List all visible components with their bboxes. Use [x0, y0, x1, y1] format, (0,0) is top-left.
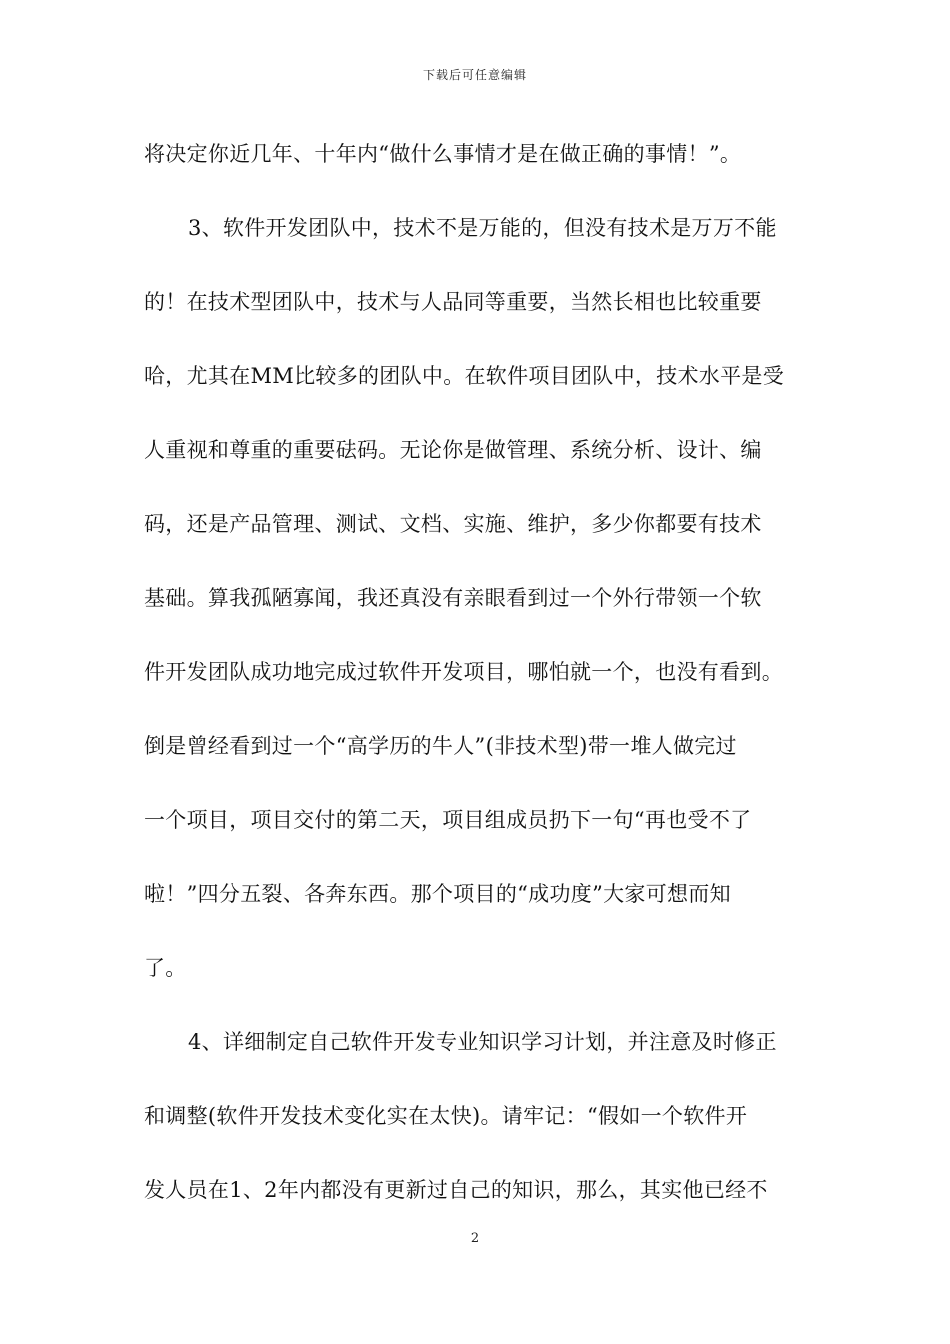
text-line: 一个项目，项目交付的第二天，项目组成员扔下一句“再也受不了: [144, 808, 752, 832]
text-line: 基础。算我孤陋寡闻，我还真没有亲眼看到过一个外行带领一个软: [144, 586, 762, 610]
page-number: 2: [470, 1231, 480, 1246]
text-line: 啦！”四分五裂、各奔东西。那个项目的“成功度”大家可想而知: [144, 882, 731, 906]
text-line: 发人员在1、2年内都没有更新过自己的知识，那么，其实他已经不: [144, 1178, 768, 1202]
text-line: 和调整(软件开发技术变化实在太快)。请牢记：“假如一个软件开: [144, 1104, 748, 1128]
text-line: 了。: [144, 956, 187, 980]
page-header: 下载后可任意编辑: [422, 68, 527, 82]
text-line: 3、软件开发团队中，技术不是万能的，但没有技术是万万不能: [188, 216, 777, 240]
text-line: 码，还是产品管理、测试、文档、实施、维护，多少你都要有技术: [144, 512, 762, 536]
text-line: 件开发团队成功地完成过软件开发项目，哪怕就一个，也没有看到。: [144, 660, 783, 684]
text-line: 哈，尤其在MM比较多的团队中。在软件项目团队中，技术水平是受: [144, 364, 785, 388]
text-line: 将决定你近几年、十年内“做什么事情才是在做正确的事情！”。: [144, 142, 742, 166]
text-line: 人重视和尊重的重要砝码。无论你是做管理、系统分析、设计、编: [144, 438, 762, 462]
text-line: 的！在技术型团队中，技术与人品同等重要，当然长相也比较重要: [144, 290, 762, 314]
document-body: [144, 134, 814, 1244]
text-line: 4、详细制定自己软件开发专业知识学习计划，并注意及时修正: [188, 1030, 777, 1054]
text-line: 倒是曾经看到过一个“高学历的牛人”(非技术型)带一堆人做完过: [144, 734, 737, 758]
